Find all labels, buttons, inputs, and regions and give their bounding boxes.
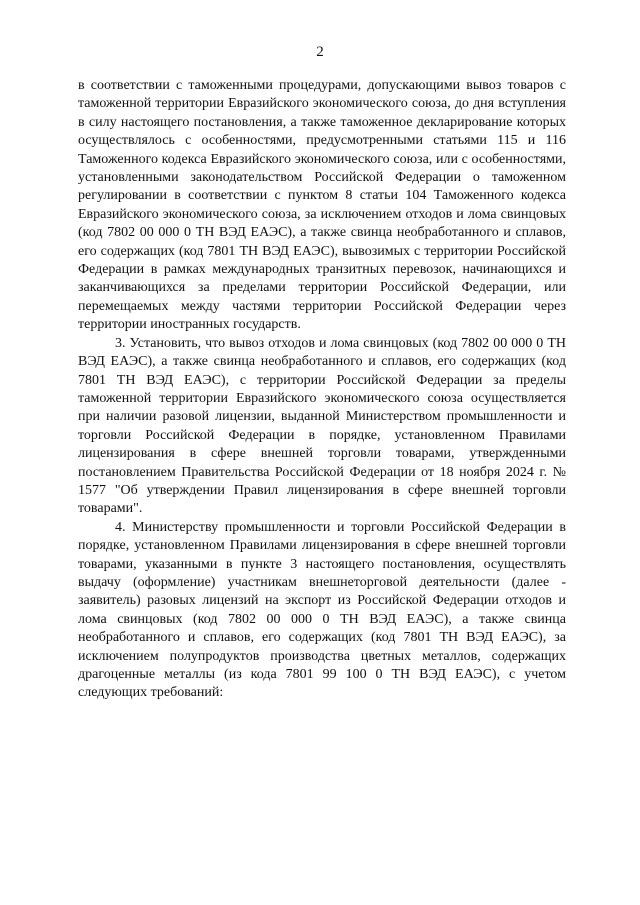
page-number: 2 (316, 44, 324, 60)
paragraph-continuation: в соответствии с таможенными процедурами, допускающими вывоз товаров с таможенной территории Евразийского экономического союза, до дня вступления в силу настоящего постановления, а также таможенное декларирование которых осуществлялось с особенностями, предусмотренными статьями 115 и 116 Таможенного кодекса Евразийского экономического союза, или с особенностями, установленными законодательством Российской Федерации о таможенном регулировании в соответствии с пунктом 8 статьи 104 Таможенного кодекса Евразийского экономического союза, за исключением отходов и лома свинцовых (код 7802 00 000 0 ТН ВЭД ЕАЭС), а также свинца необработанного и сплавов, его содержащих (код 7801 ТН ВЭД ЕАЭС), вывозимых с территории Российской Федерации в рамках международных транзитных перевозок, начинающихся и заканчивающихся за пределами территории Российской Федерации, или перемещаемых между частями территории Российской Федерации через территории иностранных государств. (78, 78, 566, 333)
paragraph-item-3: 3. Установить, что вывоз отходов и лома свинцовых (код 7802 00 000 0 ТН ВЭД ЕАЭС), а также свинца необработанного и сплавов, его содержащих (код 7801 ТН ВЭД ЕАЭС), с территории Российской Федерации за пределы таможенной территории Евразийского экономического союза осуществляется при наличии разовой лицензии, выданной Министерством промышленности и торговли Российской Федерации в порядке, установленном Правилами лицензирования в сфере внешней торговли товарами, утвержденными постановлением Правительства Российской Федерации от 18 ноября 2024 г. № 1577 "Об утверждении Правил лицензирования в сфере внешней торговли товарами". (78, 335, 566, 517)
paragraph-item-4: 4. Министерству промышленности и торговли Российской Федерации в порядке, установленном Правилами лицензирования в сфере внешней торговли товарами, указанными в пункте 3 настоящего постановления, осуществлять выдачу (оформление) участникам внешнеторговой деятельности (далее - заявитель) разовых лицензий на экспорт из Российской Федерации отходов и лома свинцовых (код 7802 00 000 0 ТН ВЭД ЕАЭС), а также свинца необработанного и сплавов, его содержащих (код 7801 ТН ВЭД ЕАЭС), за исключением полупродуктов производства цветных металлов, содержащих драгоценные металлы (из кода 7801 99 100 0 ТН ВЭД ЕАЭС), с учетом следующих требований: (78, 519, 566, 701)
document-body (78, 77, 566, 703)
